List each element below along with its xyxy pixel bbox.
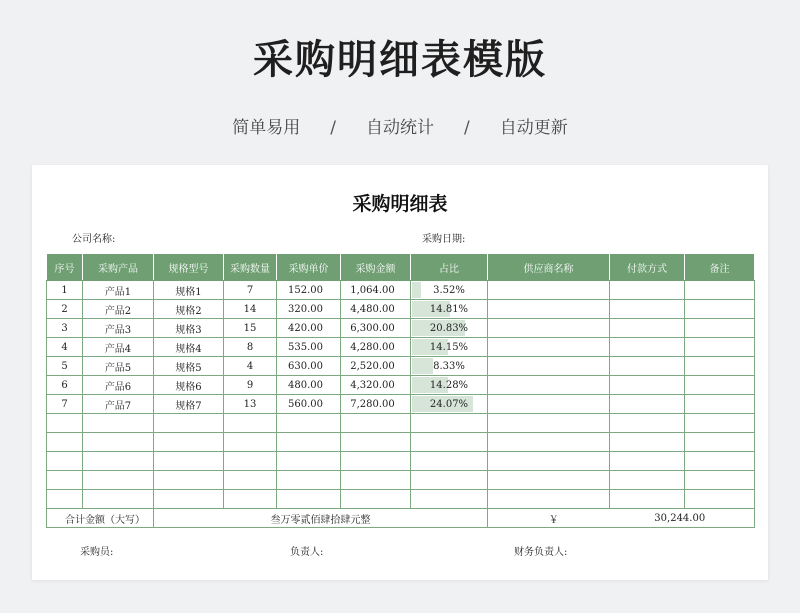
cell-note[interactable]	[685, 376, 755, 395]
table-row-empty	[47, 452, 755, 471]
empty-cell[interactable]	[224, 490, 277, 509]
column-header[interactable]: 供应商名称	[488, 254, 610, 281]
column-header[interactable]: 采购单价	[277, 254, 341, 281]
empty-cell[interactable]	[154, 414, 224, 433]
empty-cell[interactable]	[47, 433, 83, 452]
cell-no[interactable]: 6	[47, 376, 83, 395]
empty-cell[interactable]	[610, 452, 685, 471]
empty-cell[interactable]	[488, 471, 610, 490]
cell-share[interactable]	[411, 338, 488, 357]
column-header[interactable]: 采购金额	[341, 254, 411, 281]
empty-cell[interactable]	[488, 414, 610, 433]
table-row-empty	[47, 433, 755, 452]
purchase-date-field[interactable]	[422, 230, 465, 245]
column-header[interactable]: 规格型号	[154, 254, 224, 281]
empty-cell[interactable]	[47, 490, 83, 509]
cell-supplier[interactable]	[488, 395, 610, 414]
cell-price[interactable]: 420.00	[277, 319, 341, 338]
empty-cell[interactable]	[154, 490, 224, 509]
empty-cell[interactable]	[341, 433, 411, 452]
cell-product[interactable]: 产品1	[83, 281, 154, 300]
cell-spec[interactable]: 规格5	[154, 357, 224, 376]
manager-signature[interactable]: 负责人:	[290, 547, 324, 558]
table-row	[47, 357, 755, 376]
cell-supplier[interactable]	[488, 357, 610, 376]
table-row	[47, 300, 755, 319]
empty-cell[interactable]	[83, 452, 154, 471]
empty-cell[interactable]	[277, 452, 341, 471]
empty-cell[interactable]	[154, 471, 224, 490]
table-row	[47, 395, 755, 414]
empty-cell[interactable]	[83, 414, 154, 433]
currency-symbol: ￥	[488, 509, 610, 528]
cell-note[interactable]	[685, 319, 755, 338]
subtitle-separator: /	[464, 118, 470, 138]
cell-amount[interactable]: 4,280.00	[341, 338, 411, 357]
cell-price[interactable]: 152.00	[277, 281, 341, 300]
cell-no[interactable]: 2	[47, 300, 83, 319]
empty-cell[interactable]	[154, 433, 224, 452]
company-name-label: 公司名称:	[72, 234, 116, 245]
cell-share[interactable]	[411, 300, 488, 319]
cell-no[interactable]: 5	[47, 357, 83, 376]
cell-qty[interactable]: 14	[224, 300, 277, 319]
subtitle-item: 自动统计	[366, 118, 434, 138]
cell-payment[interactable]	[610, 319, 685, 338]
column-header[interactable]: 采购数量	[224, 254, 277, 281]
empty-cell[interactable]	[83, 490, 154, 509]
cell-product[interactable]: 产品6	[83, 376, 154, 395]
empty-cell[interactable]	[47, 452, 83, 471]
share-percent: 20.83%	[429, 322, 469, 334]
sheet-title: 采购明细表	[352, 193, 448, 215]
cell-supplier[interactable]	[488, 319, 610, 338]
empty-cell[interactable]	[341, 452, 411, 471]
cell-note[interactable]	[685, 395, 755, 414]
cell-supplier[interactable]	[488, 376, 610, 395]
empty-cell[interactable]	[685, 414, 755, 433]
empty-cell[interactable]	[341, 490, 411, 509]
table-row	[47, 376, 755, 395]
empty-cell[interactable]	[47, 414, 83, 433]
cell-qty[interactable]: 13	[224, 395, 277, 414]
table-row	[47, 338, 755, 357]
empty-cell[interactable]	[610, 471, 685, 490]
cell-payment[interactable]	[610, 357, 685, 376]
empty-cell[interactable]	[47, 471, 83, 490]
table-row-empty	[47, 490, 755, 509]
empty-cell[interactable]	[488, 452, 610, 471]
cell-supplier[interactable]	[488, 300, 610, 319]
cell-product[interactable]: 产品5	[83, 357, 154, 376]
empty-cell[interactable]	[224, 414, 277, 433]
empty-cell[interactable]	[610, 414, 685, 433]
total-row	[47, 509, 755, 528]
share-percent: 24.07%	[429, 398, 469, 410]
column-header[interactable]: 占比	[411, 254, 488, 281]
empty-cell[interactable]	[224, 433, 277, 452]
share-percent: 3.52%	[433, 284, 465, 296]
cell-qty[interactable]: 15	[224, 319, 277, 338]
cell-payment[interactable]	[610, 281, 685, 300]
column-header[interactable]: 序号	[47, 254, 83, 281]
subtitle-separator: /	[330, 118, 336, 138]
cell-supplier[interactable]	[488, 338, 610, 357]
subtitle	[0, 113, 800, 138]
column-header[interactable]: 备注	[685, 254, 755, 281]
cell-note[interactable]	[685, 338, 755, 357]
cell-payment[interactable]	[610, 376, 685, 395]
cell-product[interactable]: 产品7	[83, 395, 154, 414]
cell-payment[interactable]	[610, 300, 685, 319]
table-body	[47, 281, 755, 509]
cell-share[interactable]	[411, 395, 488, 414]
share-percent: 14.81%	[429, 303, 469, 315]
empty-cell[interactable]	[277, 490, 341, 509]
buyer-signature[interactable]: 采购员:	[80, 547, 114, 558]
share-percent: 14.15%	[429, 341, 469, 353]
empty-cell[interactable]	[685, 490, 755, 509]
cell-amount[interactable]: 6,300.00	[341, 319, 411, 338]
cell-qty[interactable]: 8	[224, 338, 277, 357]
cell-price[interactable]: 630.00	[277, 357, 341, 376]
cell-amount[interactable]: 2,520.00	[341, 357, 411, 376]
cell-no[interactable]: 3	[47, 319, 83, 338]
cell-price[interactable]: 560.00	[277, 395, 341, 414]
page-title: 采购明细表模版	[253, 37, 547, 83]
table-row-empty	[47, 471, 755, 490]
empty-cell[interactable]	[488, 490, 610, 509]
empty-cell[interactable]	[341, 471, 411, 490]
cell-share[interactable]	[411, 357, 488, 376]
cell-price[interactable]: 320.00	[277, 300, 341, 319]
empty-cell[interactable]	[341, 414, 411, 433]
cell-note[interactable]	[685, 281, 755, 300]
cell-payment[interactable]	[610, 338, 685, 357]
cell-note[interactable]	[685, 357, 755, 376]
cell-supplier[interactable]	[488, 281, 610, 300]
empty-cell[interactable]	[411, 452, 488, 471]
cell-amount[interactable]: 7,280.00	[341, 395, 411, 414]
cell-product[interactable]: 产品4	[83, 338, 154, 357]
subtitle-item: 自动更新	[499, 118, 568, 138]
cell-spec[interactable]: 规格7	[154, 395, 224, 414]
empty-cell[interactable]	[610, 433, 685, 452]
empty-cell[interactable]	[411, 433, 488, 452]
share-percent: 14.28%	[429, 379, 469, 391]
total-in-words[interactable]: 叁万零贰佰肆拾肆元整	[154, 509, 488, 528]
empty-cell[interactable]	[224, 452, 277, 471]
cell-share[interactable]	[411, 376, 488, 395]
share-bar	[412, 358, 433, 374]
cell-amount[interactable]: 4,480.00	[341, 300, 411, 319]
empty-cell[interactable]	[488, 433, 610, 452]
cell-share[interactable]	[411, 319, 488, 338]
empty-cell[interactable]	[610, 490, 685, 509]
empty-cell[interactable]	[154, 452, 224, 471]
cell-amount[interactable]: 4,320.00	[341, 376, 411, 395]
empty-cell[interactable]	[277, 433, 341, 452]
purchase-date-label: 采购日期:	[422, 234, 466, 245]
empty-cell[interactable]	[411, 471, 488, 490]
cell-note[interactable]	[685, 300, 755, 319]
total-label: 合计金额（大写）	[47, 509, 154, 528]
table-header-row	[47, 254, 755, 281]
empty-cell[interactable]	[224, 471, 277, 490]
cell-amount[interactable]: 1,064.00	[341, 281, 411, 300]
spreadsheet-sheet	[32, 165, 768, 580]
subtitle-item: 简单易用	[232, 118, 301, 138]
cell-product[interactable]: 产品2	[83, 300, 154, 319]
cell-qty[interactable]: 9	[224, 376, 277, 395]
table-row-empty	[47, 414, 755, 433]
purchase-table	[46, 253, 755, 528]
empty-cell[interactable]	[83, 471, 154, 490]
empty-cell[interactable]	[411, 490, 488, 509]
empty-cell[interactable]	[83, 433, 154, 452]
total-amount[interactable]: 30,244.00	[610, 509, 755, 528]
cell-product[interactable]: 产品3	[83, 319, 154, 338]
cell-qty[interactable]: 4	[224, 357, 277, 376]
empty-cell[interactable]	[411, 414, 488, 433]
empty-cell[interactable]	[685, 433, 755, 452]
empty-cell[interactable]	[685, 452, 755, 471]
empty-cell[interactable]	[277, 471, 341, 490]
cell-payment[interactable]	[610, 395, 685, 414]
empty-cell[interactable]	[685, 471, 755, 490]
cell-no[interactable]: 4	[47, 338, 83, 357]
share-bar	[412, 282, 421, 298]
table-row	[47, 319, 755, 338]
cell-spec[interactable]: 规格1	[154, 281, 224, 300]
cell-spec[interactable]: 规格2	[154, 300, 224, 319]
cell-no[interactable]: 7	[47, 395, 83, 414]
cell-spec[interactable]: 规格3	[154, 319, 224, 338]
cell-qty[interactable]: 7	[224, 281, 277, 300]
finance-signature[interactable]: 财务负责人:	[514, 547, 568, 558]
company-name-field[interactable]	[72, 230, 115, 245]
cell-spec[interactable]: 规格6	[154, 376, 224, 395]
cell-share[interactable]	[411, 281, 488, 300]
column-header[interactable]: 付款方式	[610, 254, 685, 281]
share-percent: 8.33%	[433, 360, 465, 372]
empty-cell[interactable]	[277, 414, 341, 433]
column-header[interactable]: 采购产品	[83, 254, 154, 281]
cell-spec[interactable]: 规格4	[154, 338, 224, 357]
cell-price[interactable]: 480.00	[277, 376, 341, 395]
cell-no[interactable]: 1	[47, 281, 83, 300]
table-row	[47, 281, 755, 300]
cell-price[interactable]: 535.00	[277, 338, 341, 357]
